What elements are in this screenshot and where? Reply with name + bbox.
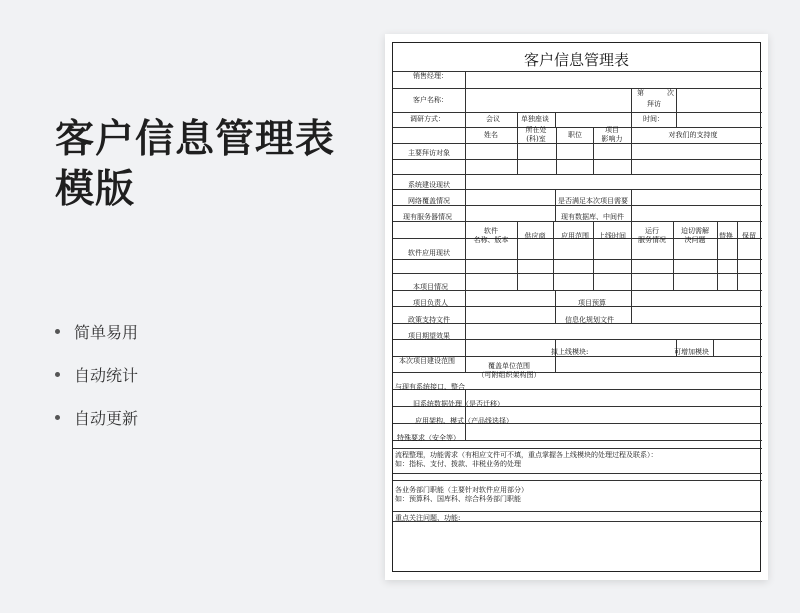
feature-label: 自动统计 <box>74 366 139 385</box>
feature-label: 简单易用 <box>74 323 139 342</box>
label-main-contacts: 主要拜访对象 <box>408 149 450 157</box>
form-rule <box>631 88 632 112</box>
form-rule <box>393 112 762 113</box>
label-interface: 与现有系统接口、整合 <box>395 383 465 391</box>
form-rule <box>555 189 556 221</box>
form-rule <box>676 88 677 112</box>
label-special-req: 特殊要求（安全等） <box>397 434 460 442</box>
form-rule <box>555 290 556 323</box>
col-name: 姓名 <box>484 131 498 139</box>
feature-item <box>55 353 138 396</box>
form-rule <box>676 112 677 127</box>
label-db-middleware: 现有数据库、中间件 <box>561 213 624 221</box>
form-rule <box>393 448 762 449</box>
feature-item <box>55 396 138 439</box>
form-rule <box>631 221 632 290</box>
form-rule <box>393 71 762 72</box>
form-rule <box>593 127 594 174</box>
form-rule <box>553 221 554 290</box>
form-preview <box>385 34 768 580</box>
col-position: 职位 <box>568 131 582 139</box>
bullet-icon <box>55 372 60 377</box>
label-visit-prefix: 第 <box>637 89 644 97</box>
label-meet-needs: 是否满足本次项目需要 <box>558 197 628 205</box>
sw-col-service: 运行 服务情况 <box>638 227 666 244</box>
page-title: 客户信息管理表模版 <box>55 117 336 212</box>
sw-col-urgent: 迫切需解 决问题 <box>681 227 709 244</box>
label-network-coverage: 网络覆盖情况 <box>408 197 450 205</box>
form-rule <box>631 290 632 323</box>
form-rule <box>393 127 762 128</box>
label-optional-modules: 可增加模块 <box>674 348 709 356</box>
col-influence: 项目 影响力 <box>601 126 623 143</box>
label-research-method: 调研方式： <box>410 115 445 123</box>
form-rule <box>393 290 762 291</box>
feature-label: 自动更新 <box>74 409 139 428</box>
sw-col-name: 软件 名称、版本 <box>473 227 509 244</box>
text-dept: 各业务部门职能（主要针对软件应用部分） 如：预算科、国库科、综合科务部门职能 <box>395 486 528 503</box>
sw-col-scope: 应用范围 <box>561 232 589 240</box>
form-rule <box>555 356 556 372</box>
form-rule <box>393 88 762 89</box>
label-project-budget: 项目预算 <box>578 299 606 307</box>
label-info-plan: 信息化规划文件 <box>565 316 614 324</box>
label-system-status: 系统建设现状 <box>408 181 450 189</box>
label-method-single: 单独座谈 <box>521 115 549 123</box>
form-rule <box>713 339 714 356</box>
text-process: 流程整理，功能需求（有相应文件可不填，重点掌握各上线模块的处理过程及联系）： 如：指标、支付、拨款、非税业务的处理 <box>395 451 658 468</box>
label-visit: 拜访 <box>647 100 661 108</box>
bullet-icon <box>55 329 60 334</box>
feature-item <box>55 310 138 353</box>
form-rule <box>737 221 738 290</box>
form-rule <box>555 112 556 127</box>
sw-col-replace: 替换 <box>719 232 733 240</box>
feature-list <box>55 310 138 439</box>
label-visit-suffix: 次 <box>667 89 674 97</box>
col-dept: 所在处 (科)室 <box>525 126 547 143</box>
form-rule <box>517 221 518 290</box>
form-rule <box>593 221 594 290</box>
label-scope: 本次项目建设范围 <box>399 357 455 365</box>
form-rule <box>631 127 632 174</box>
label-legacy-data: 旧系统数据处理（是否迁移） <box>413 400 504 408</box>
label-method-meeting: 会议 <box>486 115 500 123</box>
label-server-status: 现有服务器情况 <box>403 213 452 221</box>
col-support: 对我们的支持度 <box>668 131 718 139</box>
form-sheet <box>392 42 761 572</box>
label-project-owner: 项目负责人 <box>413 299 448 307</box>
form-rule <box>393 480 762 481</box>
label-project-status: 本项目情况 <box>413 283 448 291</box>
sw-col-keep: 保留 <box>742 232 756 240</box>
form-rule <box>393 473 762 474</box>
label-planned-modules: 拟上线模块: <box>551 348 589 356</box>
form-rule <box>631 112 632 127</box>
label-policy-docs: 政策支持文件 <box>408 316 450 324</box>
label-time: 时间： <box>643 115 664 123</box>
form-rule <box>556 127 557 174</box>
form-rule <box>673 221 674 290</box>
bullet-icon <box>55 415 60 420</box>
form-rule <box>631 189 632 221</box>
label-expected-effect: 项目期望效果 <box>408 332 450 340</box>
form-rule <box>393 511 762 512</box>
form-rule <box>517 112 518 127</box>
form-rule <box>465 159 762 160</box>
form-title: 客户信息管理表 <box>523 51 629 69</box>
label-customer-name: 客户名称： <box>413 96 448 104</box>
sw-col-online: 上线时间 <box>598 232 626 240</box>
form-rule <box>393 372 762 373</box>
form-rule <box>465 389 466 440</box>
form-rule <box>517 127 518 174</box>
label-coverage-units: 覆盖单位范围 （可附组织架构图） <box>477 362 541 379</box>
form-rule <box>465 71 466 372</box>
sw-col-vendor: 供应商 <box>524 232 546 240</box>
label-software-status: 软件应用现状 <box>408 249 450 257</box>
label-app-arch: 应用架构、模式（产品线选择） <box>415 417 513 425</box>
text-focus: 重点关注问题、功能: <box>395 514 461 522</box>
form-rule <box>717 221 718 290</box>
form-rule <box>393 174 762 175</box>
label-sales-manager: 销售经理： <box>413 72 448 80</box>
